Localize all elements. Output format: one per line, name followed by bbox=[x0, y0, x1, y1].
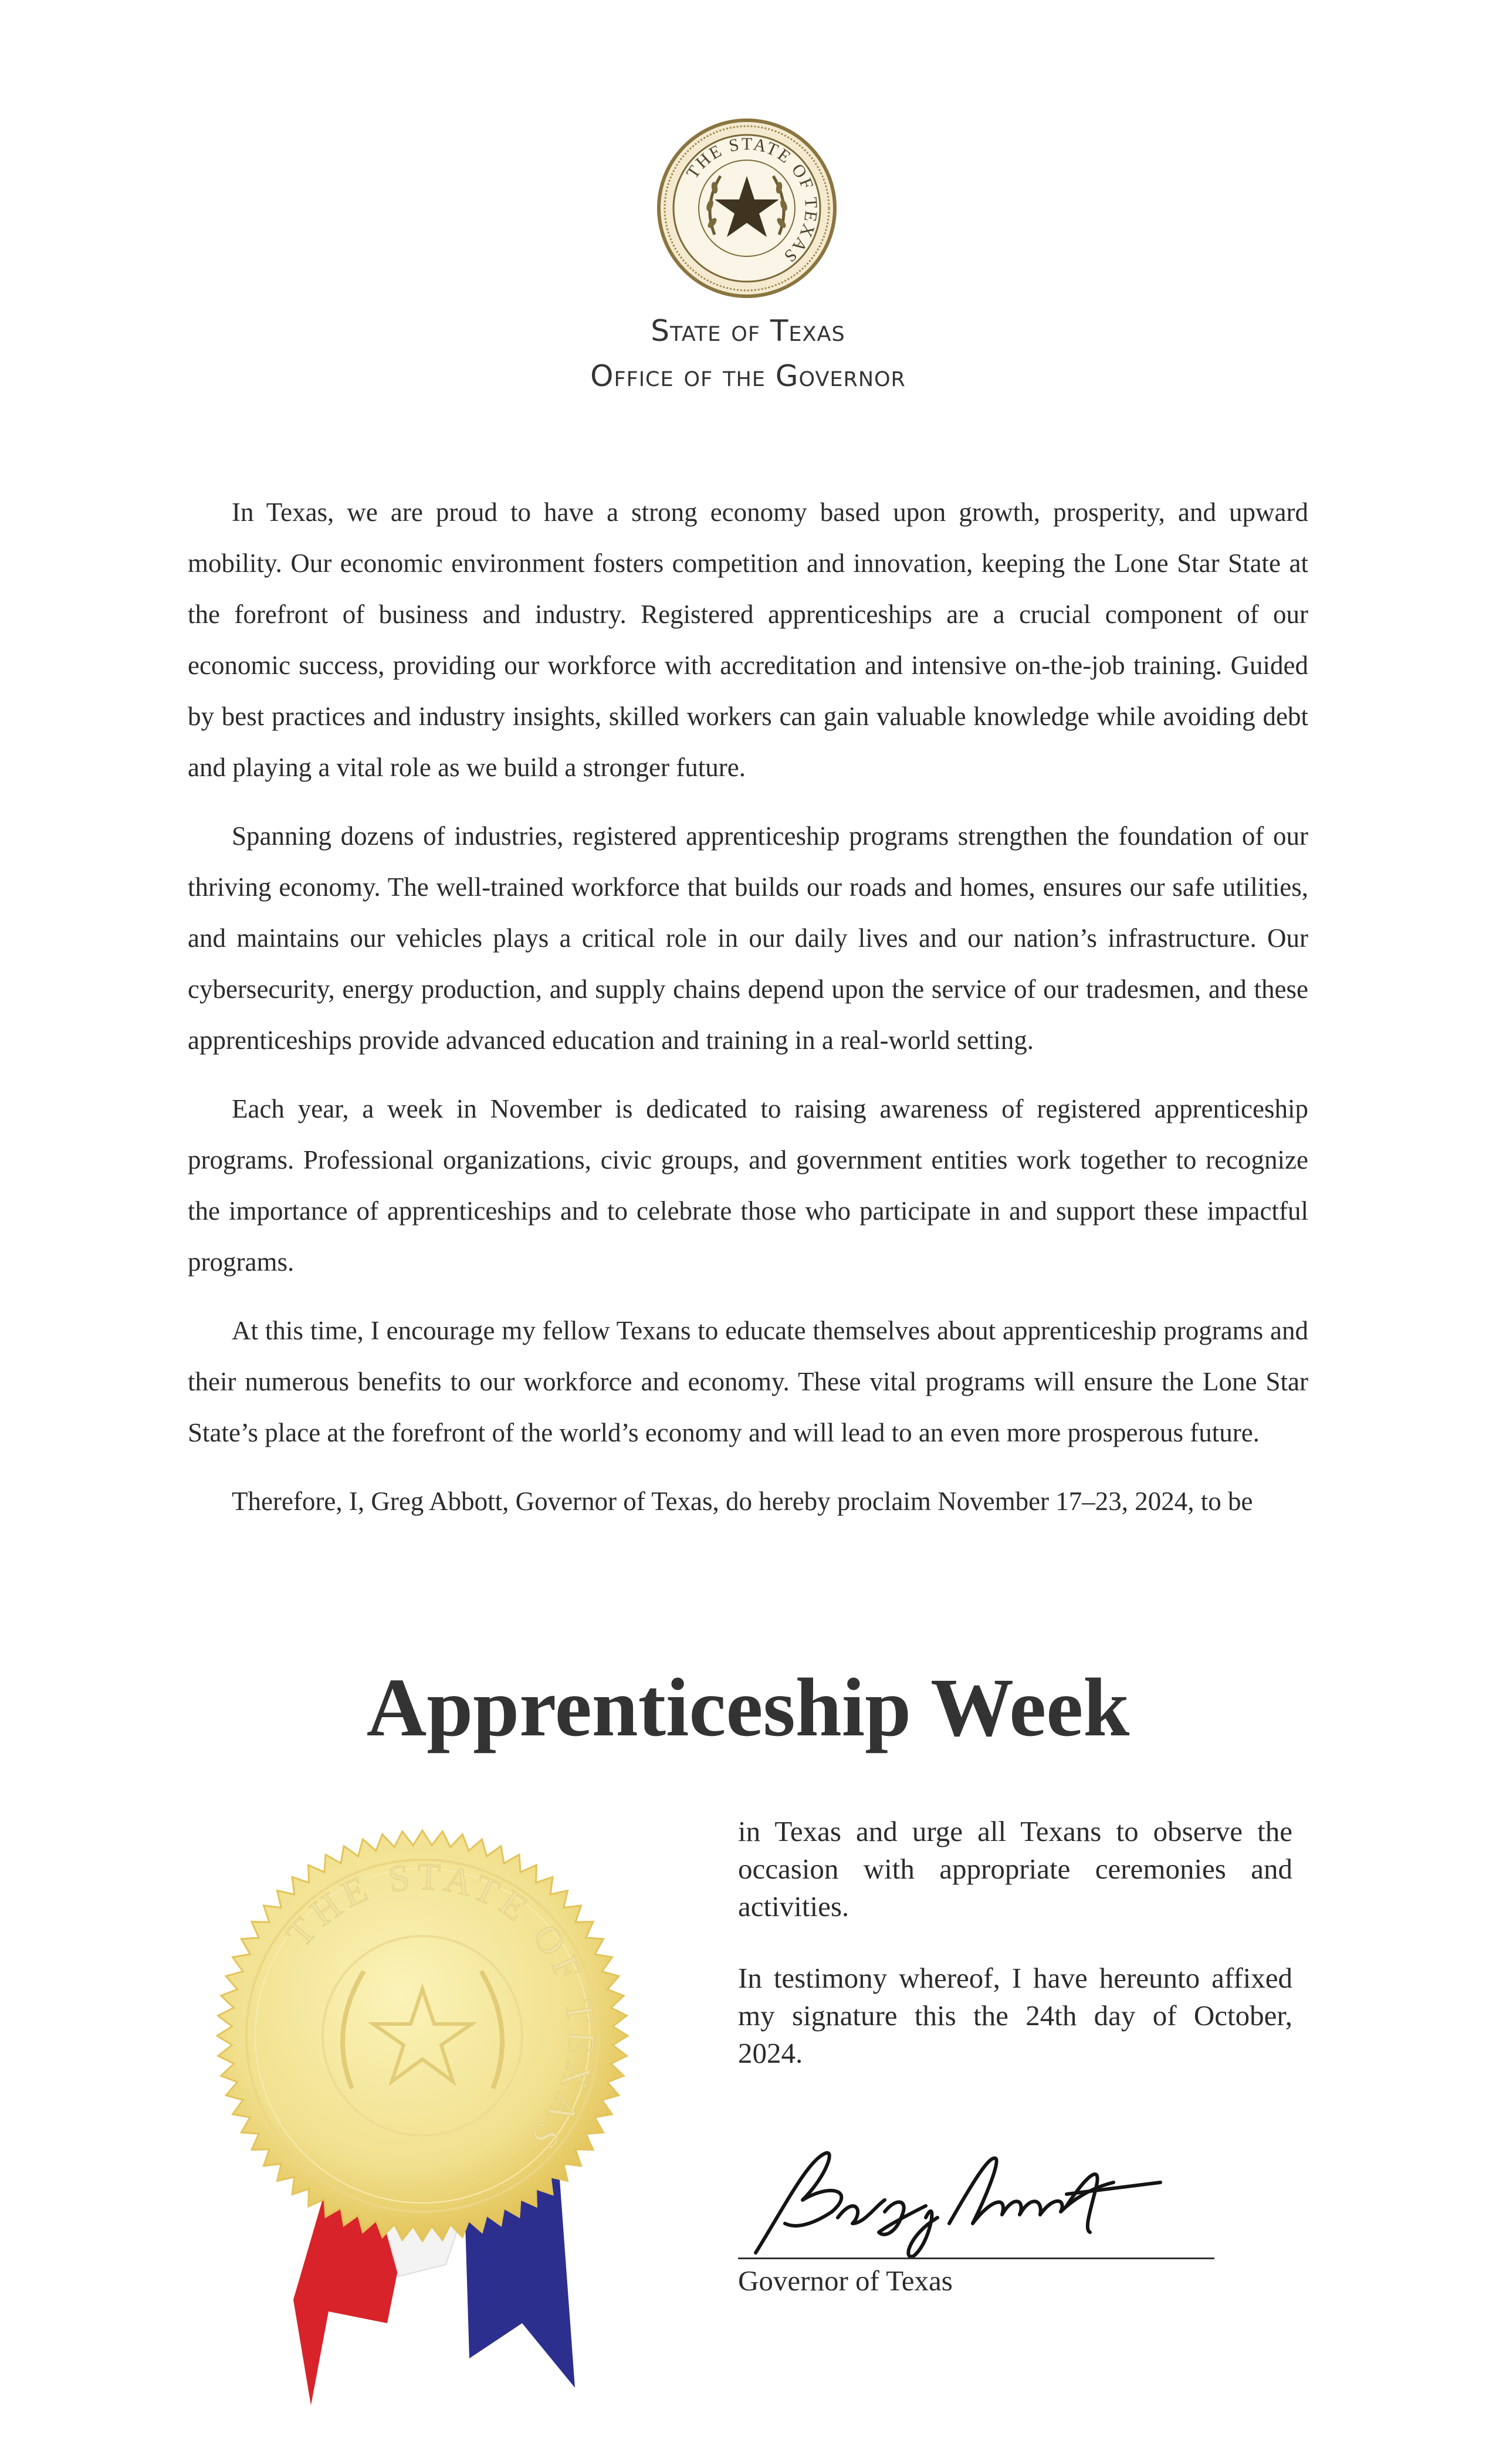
proclamation-title: Apprenticeship Week bbox=[366, 1661, 1130, 1754]
closing-paragraph-2: In testimony whereof, I have hereunto affixed my signature this the 24th day of October, 2024. bbox=[738, 1962, 1292, 2069]
top-seal-ring-text: THE STATE OF TEXAS bbox=[682, 134, 821, 268]
gold-seal-ring-text: THE STATE OF TEXAS bbox=[278, 1855, 603, 2162]
signature-line bbox=[738, 2257, 1214, 2259]
proclamation-body bbox=[188, 487, 1308, 1545]
state-seal-emblem bbox=[656, 117, 838, 299]
body-paragraph-1: In Texas, we are proud to have a strong economy based upon growth, prosperity, and upward mobility. Our economic environment fosters competition and innovation, keeping the Lone Star State at the forefront of business and industry. Registered apprenticeships are a crucial component of our economic success, providing our workforce with accreditation and intensive on-the-job training. Guided by best practices and industry insights, skilled workers can gain valuable knowledge while avoiding debt and playing a vital role as we build a stronger future. bbox=[188, 497, 1308, 782]
gold-seal-emblem bbox=[194, 1795, 651, 2417]
governor-signature bbox=[738, 2135, 1184, 2259]
letterhead-state: State of Texas bbox=[651, 314, 845, 348]
letterhead-office: Office of the Governor bbox=[590, 359, 906, 393]
body-paragraph-3: Each year, a week in November is dedicated to raising awareness of registered apprenticeship programs. Professional organizations, civic groups, and government entities work together to recognize the importance of apprenticeships and to celebrate those who participate in and support these impactful programs. bbox=[188, 1094, 1308, 1277]
body-paragraph-4: At this time, I encourage my fellow Texans to educate themselves about apprenticeship programs and their numerous benefits to our workforce and economy. These vital programs will ensure the Lone Star State’s place at the forefront of the world’s economy and will lead to an even more prosperous future. bbox=[188, 1316, 1308, 1447]
closing-paragraph-1: in Texas and urge all Texans to observe the occasion with appropriate ceremonies and activities. bbox=[738, 1815, 1292, 1923]
proclamation-statement: Therefore, I, Greg Abbott, Governor of Texas, do hereby proclaim November 17–23, 2024, to be bbox=[232, 1487, 1253, 1516]
closing-block bbox=[738, 1813, 1292, 2106]
body-paragraph-2: Spanning dozens of industries, registered apprenticeship programs strengthen the foundation of our thriving economy. The well-trained workforce that builds our roads and homes, ensures our safe utilities, and maintains our vehicles plays a critical role in our daily lives and our nation’s infrastructure. Our cybersecurity, energy production, and supply chains depend upon the service of our tradesmen, and these apprenticeships provide advanced education and training in a real-world setting. bbox=[188, 821, 1308, 1055]
signatory-title: Governor of Texas bbox=[738, 2265, 953, 2297]
